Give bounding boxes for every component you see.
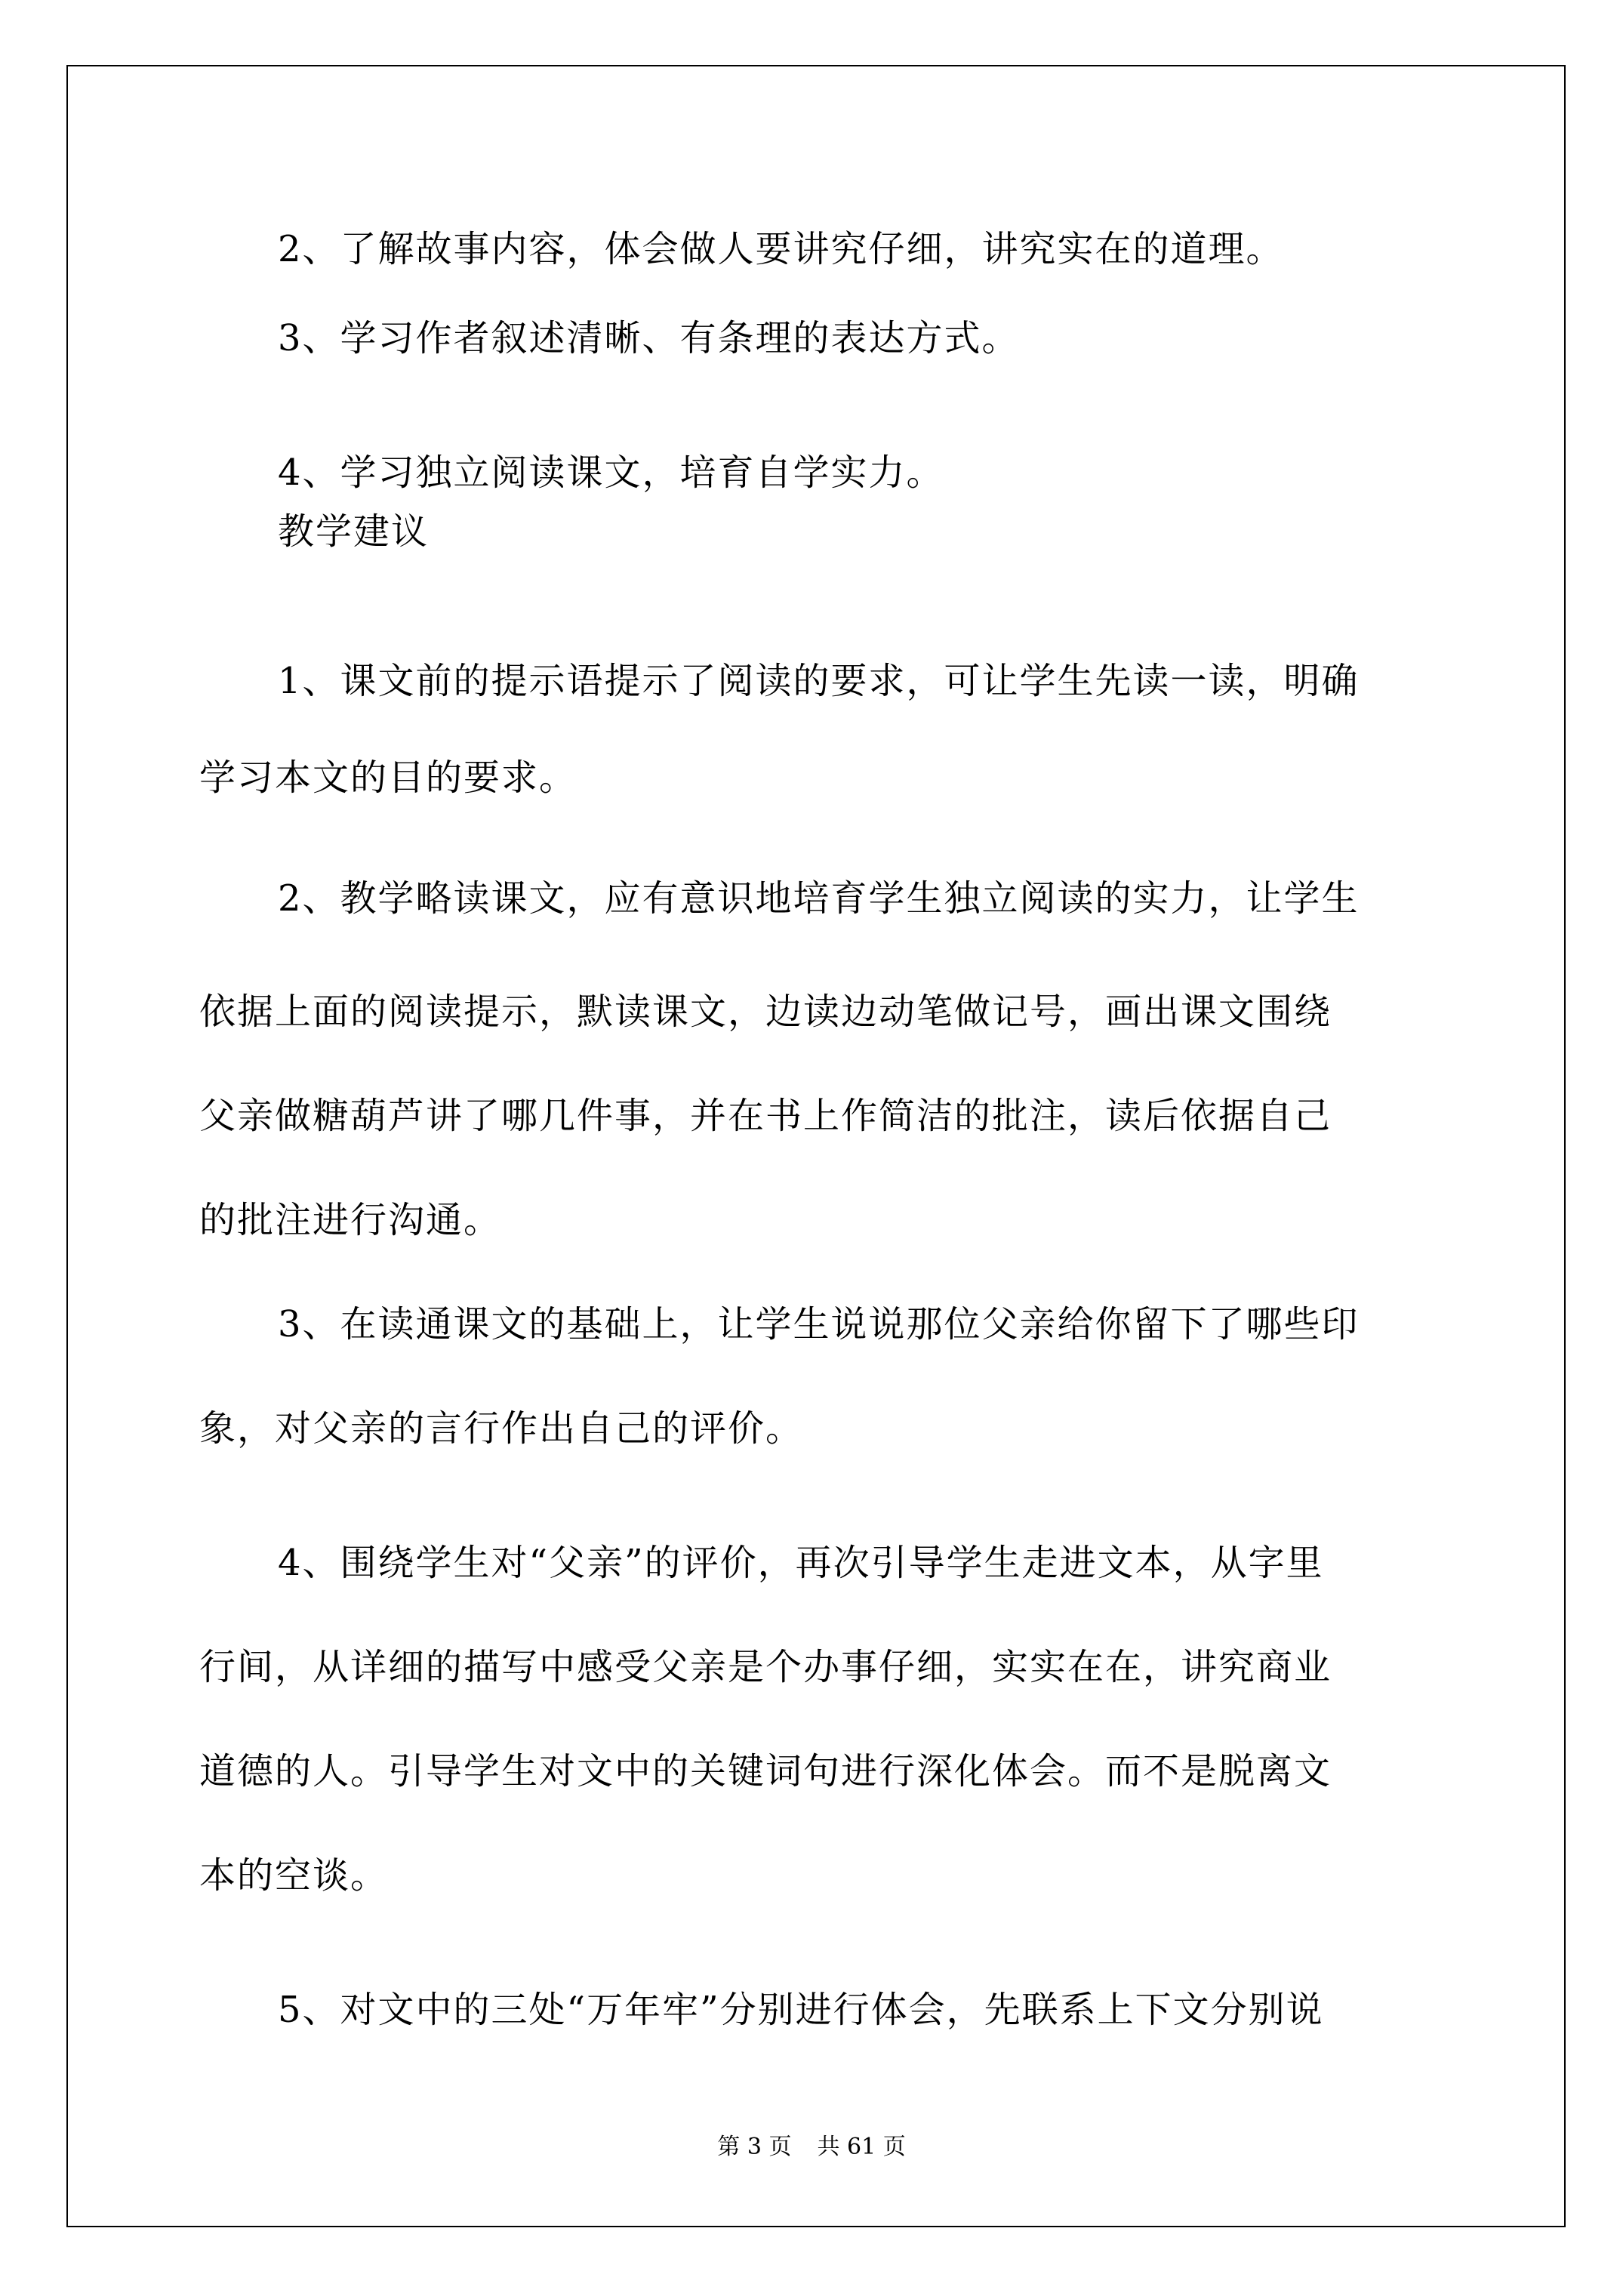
paragraph-line: 4、围绕学生对“父亲”的评价，再次引导学生走进文本，从字里: [278, 1542, 1324, 1584]
page-count: 共 61 页: [817, 2134, 906, 2160]
paragraph-line: 父亲做糖葫芦讲了哪几件事，并在书上作简洁的批注，读后依据自己: [199, 1095, 1332, 1137]
paragraph-line: 本的空谈。: [199, 1854, 389, 1897]
paragraph-line: 2、教学略读课文，应有意识地培育学生独立阅读的实力，让学生: [278, 877, 1360, 920]
page-number: 第 3 页: [717, 2134, 792, 2160]
paragraph-line: 3、学习作者叙述清晰、有条理的表达方式。: [278, 317, 1020, 359]
paragraph-line: 象，对父亲的言行作出自己的评价。: [199, 1407, 804, 1450]
paragraph-line: 2、了解故事内容，体会做人要讲究仔细，讲究实在的道理。: [278, 228, 1284, 270]
page-footer: [0, 2132, 1623, 2162]
section-heading: 教学建议: [278, 510, 430, 553]
paragraph-line: 4、学习独立阅读课文，培育自学实力。: [278, 451, 944, 494]
paragraph-line: 的批注进行沟通。: [199, 1199, 502, 1241]
paragraph-line: 行间，从详细的描写中感受父亲是个办事仔细，实实在在，讲究商业: [199, 1646, 1332, 1688]
paragraph-line: 道德的人。引导学生对文中的关键词句进行深化体会。而不是脱离文: [199, 1750, 1332, 1792]
paragraph-line: 依据上面的阅读提示，默读课文，边读边动笔做记号，画出课文围绕: [199, 991, 1332, 1033]
paragraph-line: 3、在读通课文的基础上，让学生说说那位父亲给你留下了哪些印: [278, 1303, 1360, 1345]
paragraph-line: 1、课文前的提示语提示了阅读的要求，可让学生先读一读，明确: [278, 660, 1360, 702]
paragraph-line: 5、对文中的三处“万年牢”分别进行体会，先联系上下文分别说: [278, 1989, 1324, 2031]
page-border: [66, 65, 1566, 2227]
paragraph-line: 学习本文的目的要求。: [199, 757, 577, 799]
